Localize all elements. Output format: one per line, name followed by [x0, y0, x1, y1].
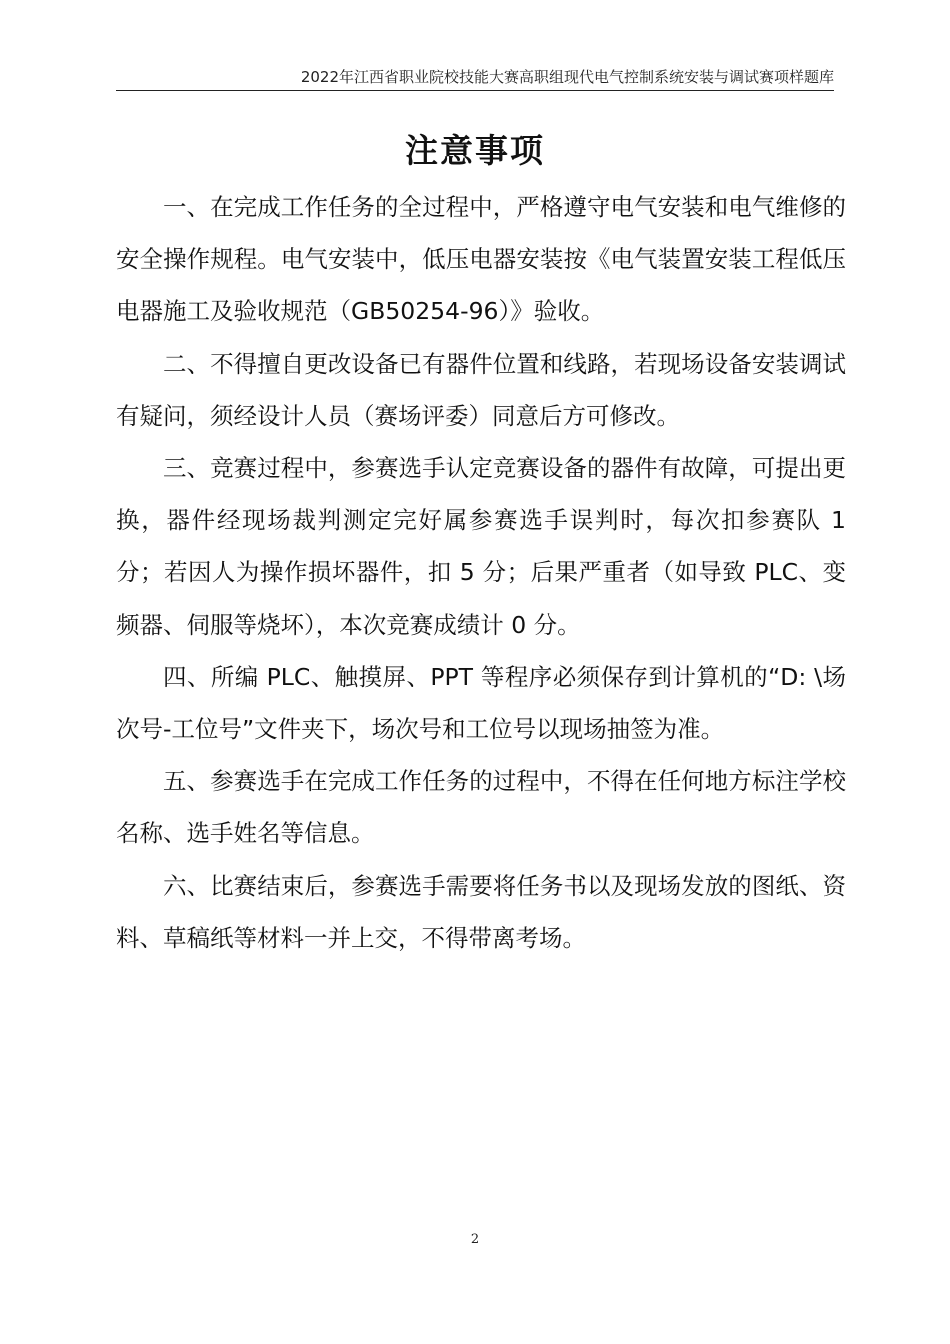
notice-paragraph-5: 五、参赛选手在完成工作任务的过程中，不得在任何地方标注学校名称、选手姓名等信息。 [116, 767, 846, 848]
notice-paragraph-6: 六、比赛结束后，参赛选手需要将任务书以及现场发放的图纸、资料、草稿纸等材料一并上交，不得带离考场。 [116, 871, 846, 952]
notice-paragraph-2: 二、不得擅自更改设备已有器件位置和线路，若现场设备安装调试有疑问，须经设计人员（赛场评委）同意后方可修改。 [116, 349, 846, 430]
header-text: 2022年江西省职业院校技能大赛高职组现代电气控制系统安装与调试赛项样题库 [300, 68, 834, 86]
page-header [116, 64, 834, 91]
notice-paragraph-4: 四、所编 PLC、触摸屏、PPT 等程序必须保存到计算机的“D: \场次号-工位号”文件夹下，场次号和工位号以现场抽签为准。 [116, 662, 846, 744]
notice-body [116, 181, 846, 964]
notice-paragraph-3: 三、竞赛过程中，参赛选手认定竞赛设备的器件有故障，可提出更换，器件经现场裁判测定完好属参赛选手误判时，每次扣参赛队 1 分；若因人为操作损坏器件，扣 5 分；后果严重者（如导致 PLC、变频器、伺服等烧坏），本次竞赛成绩计 0 分。 [116, 454, 846, 639]
page-number: 2 [470, 1232, 480, 1247]
notice-paragraph-1: 一、在完成工作任务的全过程中，严格遵守电气安装和电气维修的安全操作规程。电气安装中，低压电器安装按《电气装置安装工程低压电器施工及验收规范（GB50254-96）》验收。 [116, 193, 846, 326]
page-title: 注意事项 [405, 131, 545, 170]
